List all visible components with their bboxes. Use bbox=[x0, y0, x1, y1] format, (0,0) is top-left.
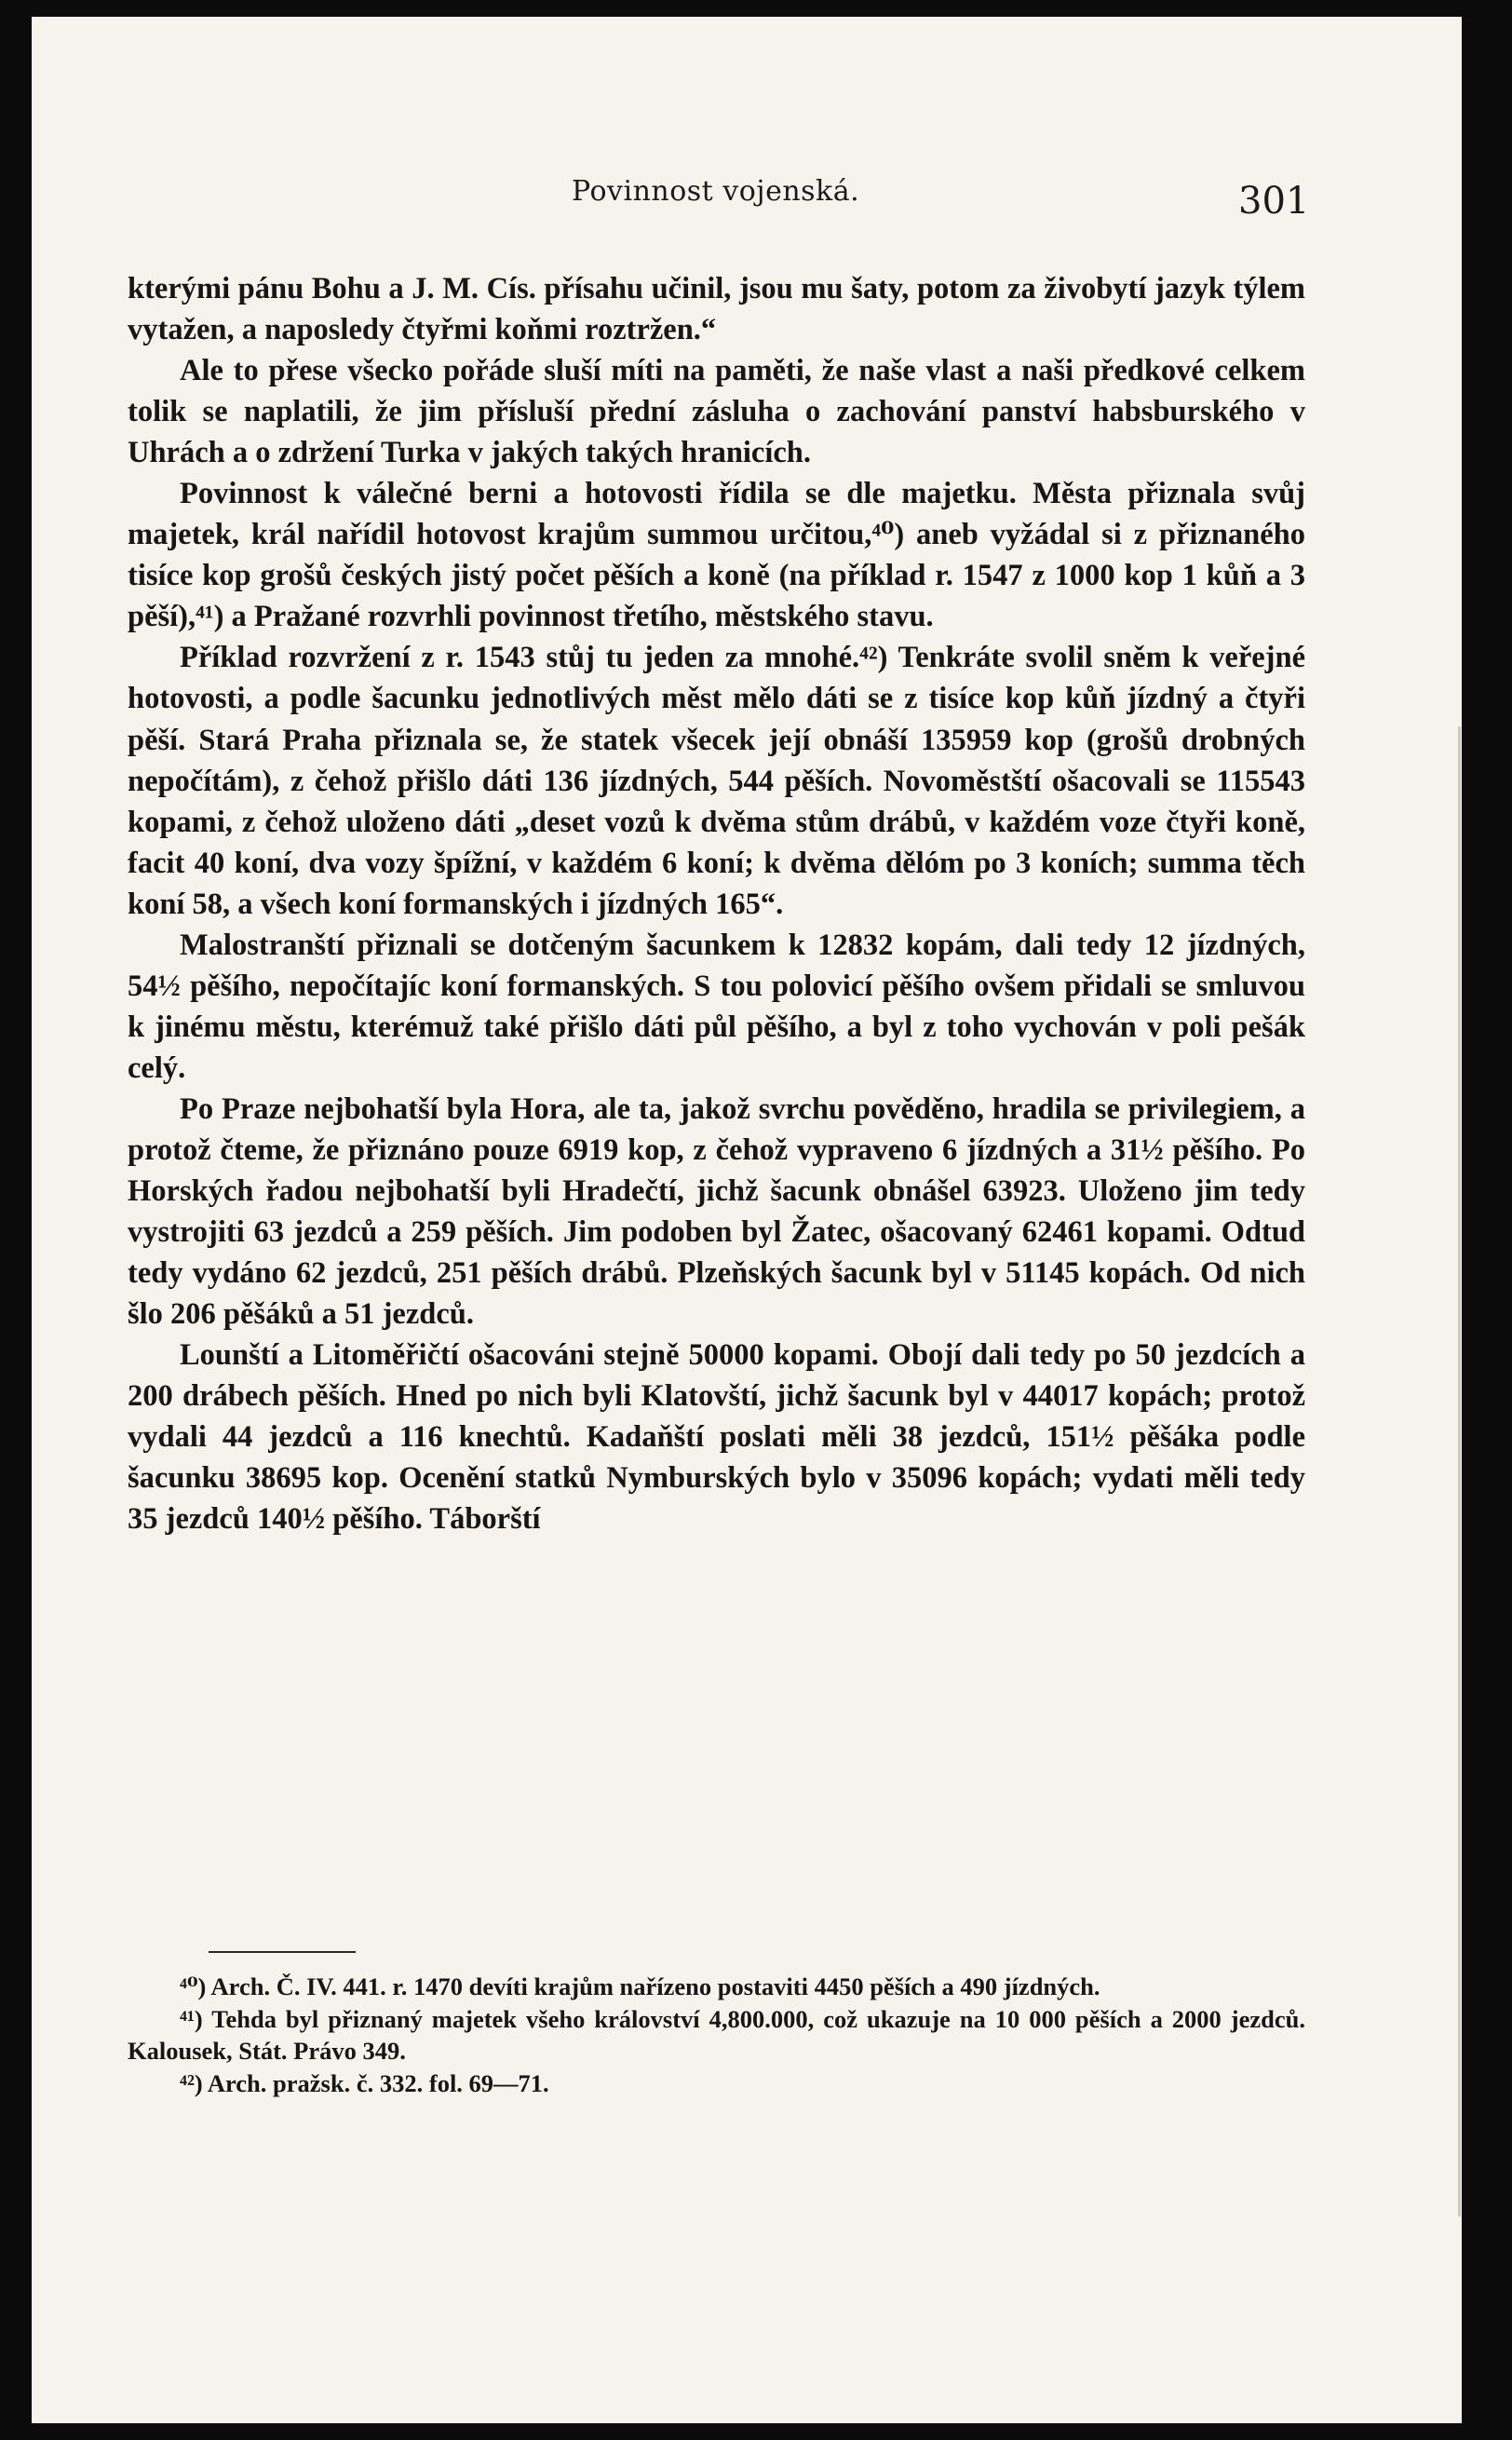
paragraph: Lounští a Litoměřičtí ošacováni stejně 50000 kopami. Obojí dali tedy po 50 jezdcích a 200 drábech pěších. Hned po nich byli Klatovští, jichž šacunk byl v 44017 kopách; protož vydali 44 jezdců a 116 knechtů. Kadaňští poslati měli 38 jezdců, 151½ pěšáka podle šacunku 38695 kop. Ocenění statků Nymburských bylo v 35096 kopách; vydati měli tedy 35 jezdců 140½ pěšího. Táborští bbox=[128, 1338, 1305, 1537]
body-text bbox=[128, 268, 1305, 1539]
paragraph: Povinnost k válečné berni a hotovosti řídila se dle majetku. Města přiznala svůj majetek, král nařídil hotovost krajům summou určitou,⁴⁰) aneb vyžádal si z přiznaného tisíce kop grošů českých jistý počet pěších a koně (na příklad r. 1547 z 1000 kop 1 kůň a 3 pěší),⁴¹) a Pražané rozvrhli povinnost třetího, městského stavu. bbox=[128, 477, 1305, 634]
paragraph: Malostranští přiznali se dotčeným šacunkem k 12832 kopám, dali tedy 12 jízdných, 54½ pěšího, nepočítajíc koní formanských. S tou polovicí pěšího ovšem přidali se smluvou k jinému městu, kterémuž také přišlo dáti půl pěšího, a byl z toho vychován v poli pešák celý. bbox=[128, 928, 1305, 1085]
paragraph: Ale to přese všecko pořáde sluší míti na paměti, že naše vlast a naši předkové celkem tolik se naplatili, že jim přísluší přední zásluha o zachování panství habsburského v Uhrách a o zdržení Turka v jakých takých hranicích. bbox=[128, 354, 1305, 470]
paragraph: Příklad rozvržení z r. 1543 stůj tu jeden za mnohé.⁴²) Tenkráte svolil sněm k veřejné hotovosti, a podle šacunku jednotlivých měst mělo dáti se z tisíce kop kůň jízdný a čtyři pěší. Stará Praha přiznala se, že statek všecek její obnáší 135959 kop (grošů drobných nepočítám), z čehož přišlo dáti 136 jízdných, 544 pěších. Novoměstští ošacovali se 115543 kopami, z čehož uloženo dáti „deset vozů k dvěma stům drábů, v každém voze čtyři koně, facit 40 koní, dva vozy špížní, v každém 6 koní; k dvěma dělóm po 3 koních; summa těch koní 58, a všech koní formanských i jízdných 165“. bbox=[128, 641, 1305, 921]
book-page bbox=[32, 17, 1462, 2423]
footnote-rule bbox=[209, 1951, 356, 1953]
footnote: ⁴¹) Tehda byl přiznaný majetek všeho království 4,800.000, což ukazuje na 10 000 pěších a 2000 jezdců. Kalousek, Stát. Právo 349. bbox=[128, 2004, 1305, 2066]
page-number: 301 bbox=[1238, 180, 1310, 223]
footnote: ⁴⁰) Arch. Č. IV. 441. r. 1470 devíti krajům nařízeno postaviti 4450 pěších a 490 jízdných. bbox=[180, 1972, 1100, 2000]
paragraph: kterými pánu Bohu a J. M. Cís. přísahu učinil, jsou mu šaty, potom za živobytí jazyk týlem vytažen, a naposledy čtyřmi koňmi roztržen.“ bbox=[128, 272, 1305, 347]
footnotes bbox=[128, 1971, 1305, 2099]
running-head: Povinnost vojenská. bbox=[572, 175, 860, 208]
footnote: ⁴²) Arch. pražsk. č. 332. fol. 69—71. bbox=[180, 2068, 549, 2097]
scan-edge bbox=[1458, 726, 1461, 2216]
paragraph: Po Praze nejbohatší byla Hora, ale ta, jakož svrchu pověděno, hradila se privilegiem, a protož čteme, že přiznáno pouze 6919 kop, z čehož vypraveno 6 jízdných a 31½ pěšího. Po Horských řadou nejbohatší byli Hradečtí, jichž šacunk obnášel 63923. Uloženo jim tedy vystrojiti 63 jezdců a 259 pěších. Jim podoben byl Žatec, ošacovaný 62461 kopami. Odtud tedy vydáno 62 jezdců, 251 pěších drábů. Plzeňských šacunk byl v 51145 kopách. Od nich šlo 206 pěšáků a 51 jezdců. bbox=[128, 1091, 1305, 1332]
